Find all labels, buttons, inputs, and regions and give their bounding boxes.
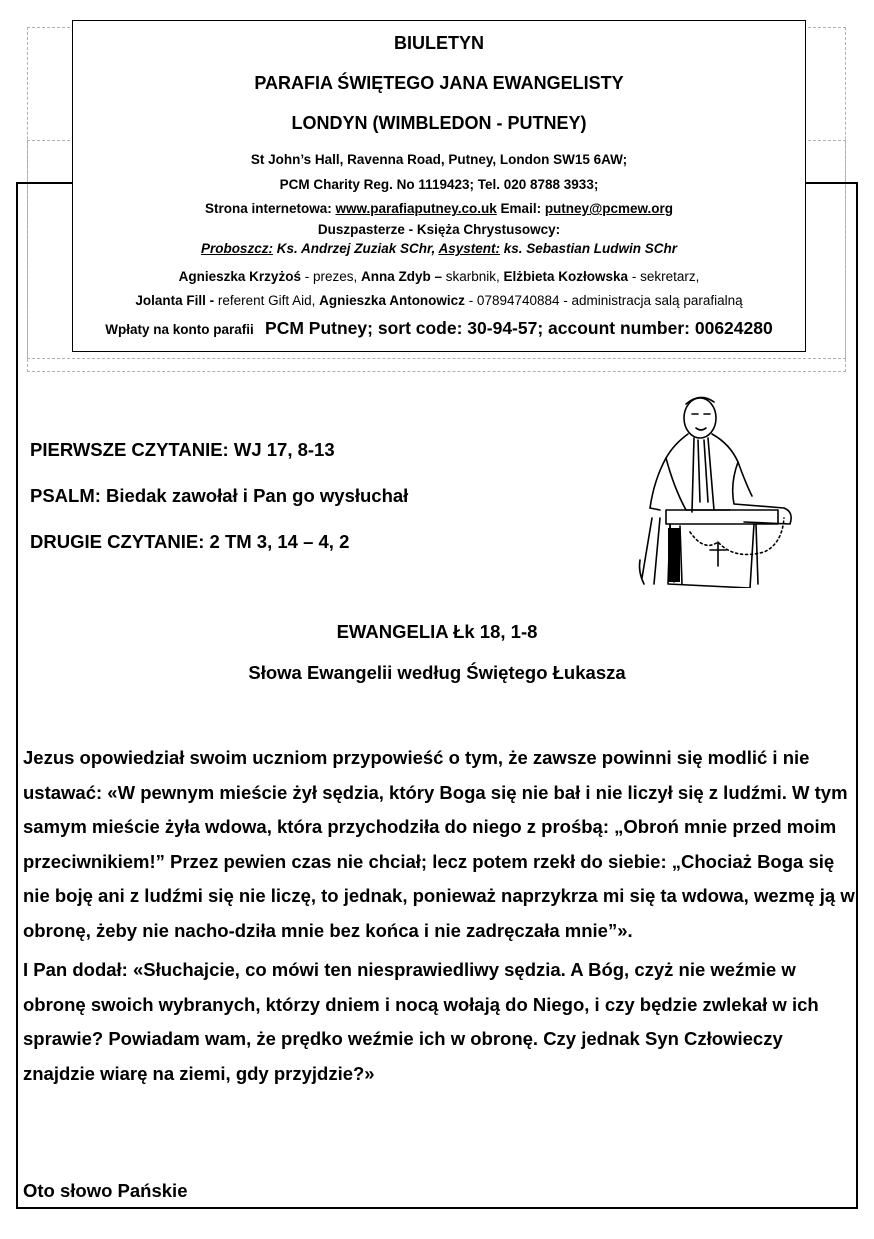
staff-name: Anna Zdyb – — [360, 269, 442, 284]
staff-role: referent Gift Aid, — [214, 293, 320, 308]
closing-line: Oto słowo Pańskie — [23, 1180, 188, 1201]
bank-line — [73, 318, 805, 339]
bulletin-header — [72, 20, 806, 352]
email-link[interactable]: putney@pcmew.org — [544, 201, 673, 216]
gospel-subheading: Słowa Ewangelii według Świętego Łukasza — [248, 662, 626, 683]
staff-name: Agnieszka Krzyżoś — [178, 269, 301, 284]
website-label: Strona internetowa: — [204, 201, 336, 216]
staff-name: Jolanta Fill - — [135, 293, 215, 308]
pastors-title: Duszpasterze - Księża Chrystusowcy: — [317, 222, 561, 237]
gospel-heading: EWANGELIA Łk 18, 1-8 — [336, 621, 538, 642]
gospel-paragraph-1: Jezus opowiedział swoim uczniom przypowieść o tym, że zawsze powinni się modlić i nie ustawać: «W pewnym mieście żył sędzia, który Boga się nie bał i nie liczył się z ludźmi. W tym samym mieście żyła wdowa, która przychodziła do niego z prośbą: „Obroń mnie przed moim przeciwnikiem!” Przez pewien czas nie chciał; lecz potem rzekł do siebie: „Chociaż Boga się nie boję ani z ludźmi się nie liczę, to jednak, ponieważ naprzykrza mi się ta wdowa, wezmę ją w obronę, żeby nie nacho-dziła mnie bez końca i nie zadręczała mnie”». — [23, 747, 855, 941]
second-reading: DRUGIE CZYTANIE: 2 TM 3, 14 – 4, 2 — [30, 531, 350, 552]
psalm: PSALM: Biedak zawołał i Pan go wysłuchał — [30, 485, 409, 506]
bank-details: PCM Putney; sort code: 30-94-57; account number: 00624280 — [265, 318, 773, 338]
first-reading: PIERWSZE CZYTANIE: WJ 17, 8-13 — [30, 439, 335, 460]
proboszcz-name: Ks. Andrzej Zuziak SChr, — [272, 241, 439, 256]
staff-role: - prezes, — [300, 269, 361, 284]
asystent-label: Asystent: — [438, 241, 501, 256]
praying-priest-illustration — [634, 392, 804, 588]
staff-line-2 — [73, 293, 805, 308]
email-label: Email: — [496, 201, 545, 216]
charity-info: PCM Charity Reg. No 1119423; Tel. 020 8788 3933; — [279, 177, 599, 192]
parish-name: PARAFIA ŚWIĘTEGO JANA EWANGELISTY — [254, 73, 624, 93]
staff-role: skarbnik, — [442, 269, 504, 284]
asystent-name: ks. Sebastian Ludwin SChr — [500, 241, 678, 256]
bank-label: Wpłaty na konto parafii — [105, 322, 254, 337]
parish-address: St John’s Hall, Ravenna Road, Putney, London SW15 6AW; — [250, 152, 628, 167]
website-link[interactable]: www.parafiaputney.co.uk — [335, 201, 497, 216]
staff-name: Elżbieta Kozłowska — [503, 269, 629, 284]
gospel-paragraph-2: I Pan dodał: «Słuchajcie, co mówi ten niesprawiedliwy sędzia. A Bóg, czyż nie weźmie w obronę swoich wybranych, którzy dniem i nocą wołają do Niego, i czy będzie zwlekał w ich sprawie? Powiadam wam, że prędko weźmie ich w obronę. Czy jednak Syn Człowieczy znajdzie wiarę na ziemi, gdy przyjdzie?» — [23, 959, 819, 1084]
pastors-line — [73, 241, 805, 256]
staff-name: Agnieszka Antonowicz — [319, 293, 465, 308]
proboszcz-label: Proboszcz: — [200, 241, 273, 256]
parish-location: LONDYN (WIMBLEDON - PUTNEY) — [291, 113, 587, 133]
contact-line — [73, 201, 805, 216]
staff-role: - 07894740884 - administracja salą parafialną — [464, 293, 743, 308]
staff-role: - sekretarz, — [628, 269, 700, 284]
gospel-text — [23, 741, 858, 1091]
staff-line-1 — [73, 269, 805, 284]
bulletin-title: BIULETYN — [394, 33, 484, 53]
